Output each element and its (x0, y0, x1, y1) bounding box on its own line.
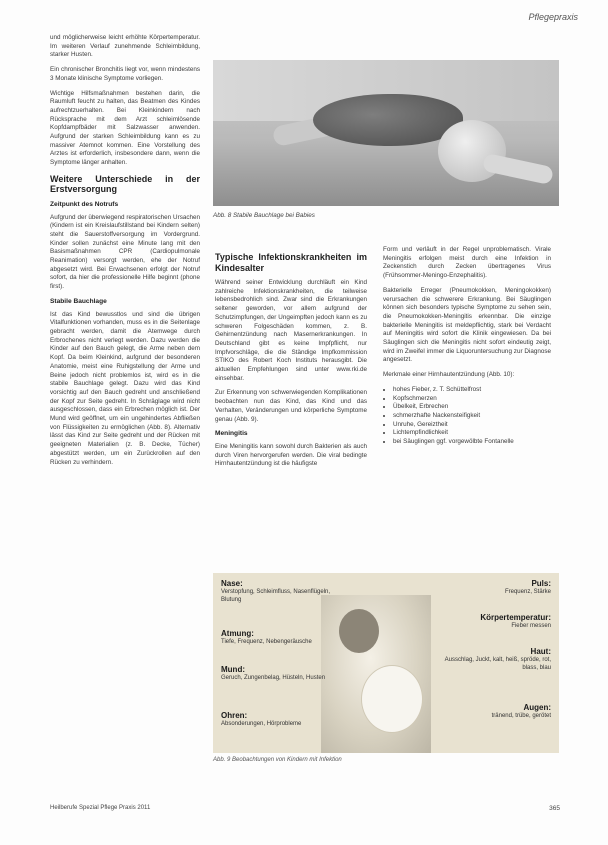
list-item: • bei Säuglingen ggf. vorgewölbte Fontanelle (393, 438, 551, 447)
paragraph: und möglicherweise leicht erhöhte Körpertemperatur. Im weiteren Verlauf zunehmende Schleimbildung, starker Husten. (50, 34, 200, 59)
infobox-item-breathing (221, 629, 341, 647)
list-item: • Kopfschmerzen (393, 395, 551, 404)
list-item: • Unruhe, Gereiztheit (393, 421, 551, 430)
infobox-title: Mund: (221, 665, 245, 674)
paragraph: Während seiner Entwicklung durchläuft ein Kind zahlreiche Infektionskrankheiten, die teilweise lebensbedrohlich sind. Zwar sind die Erkrankungen seltener geworden, vor allem aufgrund der Schutzimpfungen, der Ungeimpften jedoch kann es zu schweren Folgeschäden kommen, z. B. Gehirnentzündung nach Masernerkrankungen. In Deutschland gibt es keine Impfpflicht, nur Impfvorschläge, die die Ständige Impfkommission STIKO des Robert Koch Instituts herausgibt. Die aktuellen Empfehlungen sind unter www.rki.de einsehbar. (215, 279, 367, 382)
list-item: • hohes Fieber, z. T. Schüttelfrost (393, 386, 551, 395)
photo-adult (339, 609, 379, 653)
infobox-item-skin (441, 647, 551, 672)
paragraph: Eine Meningitis kann sowohl durch Bakterien als auch durch Viren hervorgerufen werden. Die viral bedingte Hirnhautentzündung ist die häufigste (215, 442, 367, 468)
infobox-item-mouth (221, 665, 341, 683)
paragraph: Ein chronischer Bronchitis liegt vor, wenn mindestens 3 Monate klinische Symptome vorliegen. (50, 66, 200, 82)
infobox-item-ears (221, 711, 341, 729)
subsection-heading: Stabile Bauchlage (50, 297, 107, 305)
infobox-text: tränend, trübe, gerötet (491, 713, 551, 719)
list-item: • Lichtempfindlichkeit (393, 429, 551, 438)
observation-infobox (213, 573, 559, 753)
running-header: Pflegepraxis (528, 12, 578, 22)
page-number: 365 (549, 805, 560, 812)
infobox-title: Körpertemperatur: (480, 613, 551, 622)
infobox-text: Geruch, Zungenbelag, Hüsteln, Husten (221, 675, 326, 681)
infobox-item-nose (221, 579, 341, 604)
paragraph: Aufgrund der überwiegend respiratorischen Ursachen (Kindern ist ein Kreislaufstillstand bei Kindern selten) steht die Sauerstoffversorgung im Vordergrund. Kinder sollen zunächst eine Minute lang mit den Basismaßnahmen CPR (Cardiopulmonale Reanimation) versorgt werden, ehe der Notruf abgesetzt wird. Bei Erwachsenen erfolgt der Notruf sofort, da hier die professionelle Hilfe beginnt (phone first). (50, 213, 200, 291)
section-heading: Weitere Unterschiede in der Erstversorgung (50, 173, 200, 195)
section-heading: Typische Infektionskrankheiten im Kindesalter (215, 252, 367, 273)
paragraph: Ist das Kind bewusstlos und sind die übrigen Vitalfunktionen vorhanden, muss es in die Seitenlage gebracht werden, damit die Atemwege durch Erbrochenes nicht verlegt werden. Dazu werden die Kinder auf den Bauch gelegt, die Arme neben dem Kopf. Da beim Kleinkind, aufgrund der besonderen Anatomie, meist eine Ruhigstellung der Arme und Beine jedoch nicht problemlos ist, wird es in die stabile Bauchlage gelegt. Dazu wird das Kind vorsichtig auf den Bauch gedreht und anschließend der Kopf zur Seite gedreht. In Schräglage wird nicht ausgeschlossen, dass ein Erbrechen möglich ist. Der Mund wird geöffnet, um ein ungehindertes Abfließen von Flüssigkeiten zu ermöglichen (Abb. 8). Alternativ lässt das Kind zur Seite gedreht und der Rücken mit geeigneten Materialien (z. B. Decke, Tücher) abgestützt werden, um ein Zurückrollen auf den Rücken zu verhindern. (50, 310, 200, 466)
paragraph: Wichtige Hilfsmaßnahmen bestehen darin, die Raumluft feucht zu halten, das Beatmen des Kindes aufrechtzuerhalten. Bei Kleinkindern nach Rücksprache mit dem Arzt schleimlösende Kopfdampfbäder mit Salzwasser anwenden. Aufgrund der starken Schleimbildung kann es zu massiver Atemnot kommen. Eine Vorstellung des Arztes ist erforderlich, insbesondere dann, wenn die Symptome länger anhalten. (50, 89, 200, 167)
figure-caption: Abb. 8 Stabile Bauchlage bei Babies (213, 212, 315, 219)
subsection-heading: Meningitis (215, 430, 248, 438)
infobox-text: Fieber messen (511, 623, 551, 629)
infobox-text: Absonderungen, Hörprobleme (221, 721, 302, 727)
paragraph: Zur Erkennung von schwerwiegenden Komplikationen beobachten nun das Kind, das Kind und das Verhalten, Veränderungen und körperliche Symptome genau (Abb. 9). (215, 389, 367, 423)
text-column-left (50, 34, 200, 473)
infobox-item-eyes (441, 703, 551, 721)
infobox-item-pulse (441, 579, 551, 597)
photo-baby-arm (482, 153, 554, 185)
paragraph: Form und verläuft in der Regel unproblematisch. Virale Meningitis erfolgen meist durch eine Infektion in Zeckenstich durch Zecken übertragenes Virus (Frühsommer-Meningo-Enzephalitis). (383, 246, 551, 280)
list-item: • schmerzhafte Nackensteifigkeit (393, 412, 551, 421)
photo-child (361, 665, 423, 733)
infobox-text: Tiefe, Frequenz, Nebengeräusche (221, 639, 312, 645)
list-item: • Übelkeit, Erbrechen (393, 403, 551, 412)
infobox-title: Haut: (530, 647, 551, 656)
infobox-title: Atmung: (221, 629, 254, 638)
text-column-middle (215, 246, 367, 475)
infobox-title: Nase: (221, 579, 243, 588)
infobox-title: Augen: (523, 703, 551, 712)
text-column-right (383, 246, 551, 447)
infobox-text: Frequenz, Stärke (504, 589, 551, 595)
infobox-title: Puls: (531, 579, 551, 588)
paragraph: Merkmale einer Hirnhautentzündung (Abb. 10): (383, 371, 515, 379)
infobox-text: Ausschlag, Juckt, kalt, heiß, spröde, rot, blass, blau (444, 657, 551, 671)
symptom-list (383, 386, 551, 447)
photo-baby-lying (213, 60, 559, 206)
footer-journal: Heilberufe Spezial Pflege Praxis 2011 (50, 805, 151, 811)
infobox-text: Verstopfung, Schleimfluss, Nasenflügeln, Blutung (221, 589, 331, 603)
figure-caption: Abb. 9 Beobachtungen von Kindern mit Infektion (213, 757, 342, 763)
paragraph: Bakterielle Erreger (Pneumokokken, Meningokokken) verursachen die schwerere Erkrankung. Bei Säuglingen können sich besonders typische Symptome zu sehen sein, die Pneumokokken-Meningitis erkennbar. Die einzige bakterielle Meningitis ist meldepflichtig, stark bei Verdacht auf Meningitis wird sofort die Klinik eingewiesen. Da bei Säuglingen sich die Meningitis nicht sofort eindeutig zeigt, wird im Zweifel immer die Liquoruntersuchung zur Diagnose angesetzt. (383, 286, 551, 364)
infobox-title: Ohren: (221, 711, 248, 720)
subsection-heading: Zeitpunkt des Notrufs (50, 200, 119, 208)
infobox-item-temperature (441, 613, 551, 631)
